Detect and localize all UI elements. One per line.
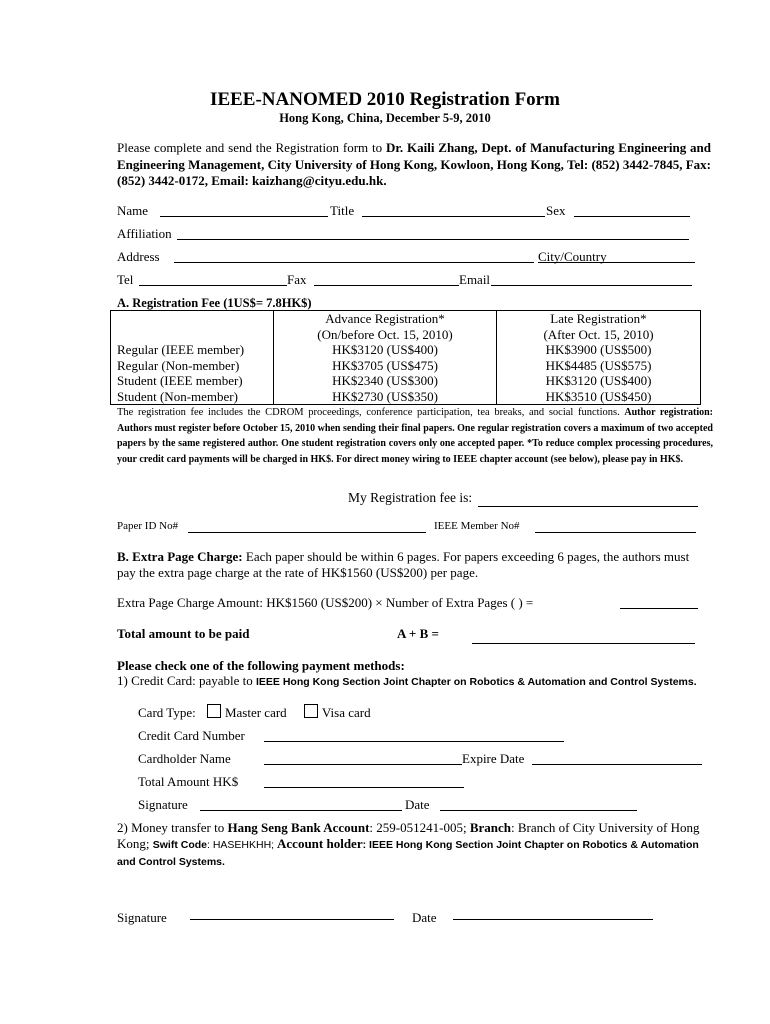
section-a-heading: A. Registration Fee (1US$= 7.8HK$) — [117, 296, 312, 310]
table-header-cell: (After Oct. 15, 2010) — [497, 327, 701, 343]
table-cell: Student (Non-member) — [111, 389, 274, 405]
card-type-row — [138, 704, 371, 721]
label-email: Email — [459, 272, 491, 287]
total-formula: A + B = — [397, 626, 439, 641]
money-transfer-paragraph — [117, 820, 712, 870]
visa-card-checkbox[interactable] — [304, 704, 318, 718]
sex-field[interactable] — [574, 216, 690, 217]
cc-prefix: 1) Credit Card: payable to — [117, 673, 256, 688]
cc-number-field[interactable] — [264, 741, 564, 742]
table-header-cell: Late Registration* — [497, 311, 701, 327]
mt-holder: : IEEE Hong Kong Section Joint Chapter on Robotics & Automation and Control Systems. — [117, 839, 699, 868]
mt-holder-label: Account holder — [277, 836, 363, 851]
table-row — [111, 358, 701, 374]
label-master-card: Master card — [224, 705, 287, 720]
mt-bank-label: Hang Seng Bank Account — [227, 820, 370, 835]
table-cell: HK$2730 (US$350) — [274, 389, 497, 405]
paper-id-field[interactable] — [188, 532, 426, 533]
table-cell: HK$3120 (US$400) — [497, 373, 701, 389]
table-cell: HK$4485 (US$575) — [497, 358, 701, 374]
table-header-cell — [111, 311, 274, 327]
label-sex: Sex — [546, 203, 566, 218]
label-extra-page-amount: Extra Page Charge Amount: HK$1560 (US$200) × Number of Extra Pages ( ) = — [117, 595, 534, 610]
table-header-row — [111, 311, 701, 327]
form-subtitle: Hong Kong, China, December 5-9, 2010 — [279, 111, 491, 125]
intro-paragraph — [117, 140, 711, 190]
my-fee-field[interactable] — [478, 506, 698, 507]
table-cell: HK$3120 (US$400) — [274, 342, 497, 358]
table-cell: Student (IEEE member) — [111, 373, 274, 389]
intro-text: Please complete and send the Registration form to — [117, 140, 386, 155]
title-field[interactable] — [362, 216, 545, 217]
cc-date-field[interactable] — [440, 810, 637, 811]
label-title: Title — [330, 203, 355, 218]
mt-swift: : HASEHKHH; — [207, 839, 278, 851]
label-footer-signature: Signature — [117, 910, 167, 925]
extra-page-amount-field[interactable] — [620, 608, 698, 609]
table-subheader-row — [111, 327, 701, 343]
table-row — [111, 373, 701, 389]
label-cc-signature: Signature — [138, 797, 188, 812]
email-field[interactable] — [491, 285, 692, 286]
table-cell: HK$2340 (US$300) — [274, 373, 497, 389]
name-field[interactable] — [160, 216, 328, 217]
note-plain: The registration fee includes the CDROM proceedings, conference participation, tea breaks, and social functions. — [117, 407, 620, 418]
mt-account: : 259-051241-005; — [369, 820, 470, 835]
table-cell: Regular (Non-member) — [111, 358, 274, 374]
section-b-paragraph — [117, 549, 707, 581]
form-title: IEEE-NANOMED 2010 Registration Form — [210, 89, 560, 110]
total-amount-field[interactable] — [472, 643, 695, 644]
label-footer-date: Date — [412, 910, 437, 925]
table-header-cell: Advance Registration* — [274, 311, 497, 327]
payment-heading: Please check one of the following payment methods: — [117, 658, 405, 673]
label-name: Name — [117, 203, 149, 218]
mt-swift-label: Swift Code — [152, 839, 207, 851]
label-city-country: City/Country — [538, 249, 607, 264]
credit-card-line — [117, 674, 717, 689]
footer-date-field[interactable] — [453, 919, 653, 920]
cc-signature-field[interactable] — [200, 810, 402, 811]
label-cc-number: Credit Card Number — [138, 728, 245, 743]
label-paper-id: Paper ID No# — [117, 520, 179, 532]
city-country-field[interactable] — [538, 262, 695, 263]
label-cc-date: Date — [405, 797, 430, 812]
label-my-fee: My Registration fee is: — [348, 490, 473, 505]
table-cell: HK$3705 (US$475) — [274, 358, 497, 374]
expire-date-field[interactable] — [532, 764, 702, 765]
table-header-cell: (On/before Oct. 15, 2010) — [274, 327, 497, 343]
affiliation-field[interactable] — [177, 239, 689, 240]
table-row — [111, 342, 701, 358]
label-total-hk: Total Amount HK$ — [138, 774, 239, 789]
table-cell: HK$3900 (US$500) — [497, 342, 701, 358]
cardholder-field[interactable] — [264, 764, 462, 765]
mt-branch-label: Branch — [469, 820, 511, 835]
footer-signature-field[interactable] — [190, 919, 394, 920]
table-row — [111, 389, 701, 405]
master-card-checkbox[interactable] — [207, 704, 221, 718]
label-affiliation: Affiliation — [117, 226, 172, 241]
label-fax: Fax — [287, 272, 307, 287]
note-bold: Author registration: Authors must register before October 15, 2010 when sending their final papers. One regular registration covers a maximum of two accepted papers by the same registered author. One student registration covers only one accepted paper. *To reduce complex processing procedures, your credit card payments will be charged in HK$. For direct money wiring to IEEE chapter account (see below), please pay in HK$. — [117, 407, 714, 465]
cc-payee: IEEE Hong Kong Section Joint Chapter on Robotics & Automation and Control Systems. — [256, 676, 697, 688]
label-cardholder: Cardholder Name — [138, 751, 231, 766]
table-cell: HK$3510 (US$450) — [497, 389, 701, 405]
registration-note — [117, 405, 713, 467]
table-header-cell — [111, 327, 274, 343]
registration-fee-table — [110, 310, 701, 405]
label-address: Address — [117, 249, 160, 264]
section-b-heading: B. Extra Page Charge: — [117, 549, 243, 564]
member-no-field[interactable] — [535, 532, 696, 533]
table-cell: Regular (IEEE member) — [111, 342, 274, 358]
label-visa-card: Visa card — [321, 705, 371, 720]
intro-contact: Dr. Kaili Zhang, Dept. of Manufacturing Engineering and Engineering Management, City University of Hong Kong, Kowloon, Hong Kong, Tel: (852) 3442-7845, Fax: (852) 3442-0172, Email: kaizhang@cityu.edu.hk. — [117, 140, 711, 188]
mt-branch: : Branch of City University of Hong Kong; — [117, 820, 700, 851]
label-tel: Tel — [117, 272, 134, 287]
label-card-type: Card Type: — [138, 705, 196, 720]
label-member-no: IEEE Member No# — [434, 520, 520, 532]
mt-prefix: 2) Money transfer to — [117, 820, 228, 835]
total-hk-field[interactable] — [264, 787, 464, 788]
tel-field[interactable] — [139, 285, 287, 286]
address-field[interactable] — [174, 262, 534, 263]
label-expire-date: Expire Date — [462, 751, 525, 766]
fax-field[interactable] — [314, 285, 459, 286]
section-b-text: Each paper should be within 6 pages. For papers exceeding 6 pages, the authors must pay the extra page charge at the rate of HK$1560 (US$200) per page. — [117, 549, 690, 580]
label-total-amount: Total amount to be paid — [117, 626, 250, 641]
